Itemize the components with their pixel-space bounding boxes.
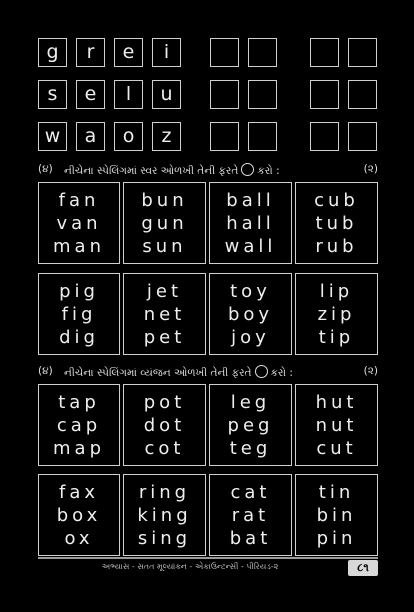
section1-instruction (64, 163, 280, 178)
word[interactable]: hall (226, 213, 275, 234)
word[interactable]: teg (229, 438, 272, 459)
word[interactable]: dot (143, 415, 186, 436)
word-box (209, 273, 292, 355)
section2-marks: (૨) (363, 365, 378, 377)
page-number: ૮૧ (348, 560, 378, 576)
word[interactable]: lip (319, 281, 354, 302)
word[interactable]: ring (138, 482, 191, 503)
section2-instruction (64, 365, 293, 380)
word[interactable]: pin (316, 528, 357, 549)
word-box (38, 273, 120, 355)
section2-instruction-text: નીચેના સ્પેલિંગમાં વ્યંજન ઓળખી તેની ફરતે (64, 367, 252, 379)
word[interactable]: bin (316, 505, 357, 526)
word[interactable]: tip (318, 327, 355, 348)
word[interactable]: bun (141, 190, 188, 211)
word-box (38, 182, 120, 264)
word[interactable]: pig (59, 281, 99, 302)
word[interactable]: rat (231, 505, 270, 526)
footer-divider (38, 557, 378, 559)
word[interactable]: ball (226, 190, 275, 211)
word[interactable]: van (56, 213, 102, 234)
word[interactable]: toy (230, 281, 271, 302)
letter-cell: s (38, 80, 67, 109)
answer-box[interactable] (310, 80, 339, 109)
word[interactable]: wall (224, 236, 277, 257)
section1-number: (૪) (38, 163, 53, 175)
letter-cell: z (152, 122, 181, 151)
letter-cell: r (76, 38, 105, 67)
answer-box[interactable] (248, 80, 277, 109)
word[interactable]: fax (58, 482, 100, 503)
word[interactable]: cub (314, 190, 359, 211)
word[interactable]: cot (144, 438, 185, 459)
word[interactable]: rub (315, 236, 358, 257)
word-box (38, 474, 120, 556)
word[interactable]: fan (58, 190, 100, 211)
word[interactable]: box (56, 505, 102, 526)
word[interactable]: net (143, 304, 186, 325)
letter-cell: l (114, 80, 143, 109)
word[interactable]: pet (143, 327, 186, 348)
letter-cell: g (38, 38, 67, 67)
word[interactable]: leg (230, 392, 271, 413)
answer-box[interactable] (210, 122, 239, 151)
answer-box[interactable] (210, 80, 239, 109)
section1-heading (38, 160, 378, 180)
word[interactable]: sing (137, 528, 192, 549)
letter-cell: u (152, 80, 181, 109)
word-box (123, 273, 206, 355)
answer-box[interactable] (348, 38, 377, 67)
word[interactable]: hut (315, 392, 358, 413)
letter-cell: i (152, 38, 181, 67)
section1-instruction-text: નીચેના સ્પેલિંગમાં સ્વર ઓળખી તેની ફરતે (64, 165, 239, 177)
word[interactable]: tap (58, 392, 100, 413)
section2-number: (૪) (38, 365, 53, 377)
word[interactable]: cat (230, 482, 271, 503)
answer-box[interactable] (310, 122, 339, 151)
letter-cell: a (76, 122, 105, 151)
word[interactable]: cut (316, 438, 357, 459)
word[interactable]: boy (227, 304, 274, 325)
word-box (295, 384, 378, 466)
answer-box[interactable] (248, 38, 277, 67)
word[interactable]: zip (317, 304, 356, 325)
letter-cell: e (114, 38, 143, 67)
word[interactable]: pot (143, 392, 186, 413)
word-box (38, 384, 120, 466)
word-box (209, 474, 292, 556)
word-box (123, 384, 206, 466)
answer-box[interactable] (248, 122, 277, 151)
circle-icon (255, 365, 268, 378)
word[interactable]: ox (64, 528, 94, 549)
word[interactable]: king (137, 505, 192, 526)
answer-box[interactable] (310, 38, 339, 67)
word[interactable]: man (53, 236, 105, 257)
word-box (295, 474, 378, 556)
answer-box[interactable] (210, 38, 239, 67)
section1-marks: (૨) (363, 163, 378, 175)
word-box (295, 273, 378, 355)
word-box (295, 182, 378, 264)
word-box (123, 182, 206, 264)
word[interactable]: tin (318, 482, 355, 503)
word[interactable]: tub (315, 213, 358, 234)
word-box (209, 182, 292, 264)
section1-instruction-end: કરો : (257, 165, 280, 177)
word[interactable]: map (53, 438, 105, 459)
section2-heading (38, 362, 378, 382)
word[interactable]: bat (229, 528, 272, 549)
word[interactable]: peg (227, 415, 274, 436)
letter-cell: o (114, 122, 143, 151)
answer-box[interactable] (348, 80, 377, 109)
word[interactable]: sun (142, 236, 187, 257)
word[interactable]: nut (315, 415, 358, 436)
word[interactable]: dig (59, 327, 99, 348)
word[interactable]: joy (231, 327, 270, 348)
word-box (123, 474, 206, 556)
word[interactable]: jet (146, 281, 183, 302)
section2-instruction-end: કરો : (270, 367, 293, 379)
word[interactable]: gun (141, 213, 188, 234)
letter-cell: w (38, 122, 67, 151)
word[interactable]: cap (56, 415, 102, 436)
answer-box[interactable] (348, 122, 377, 151)
circle-icon (241, 163, 254, 176)
letter-cell: e (76, 80, 105, 109)
word-box (209, 384, 292, 466)
word[interactable]: fig (61, 304, 97, 325)
footer-text: અભ્યાસ - સતત મૂલ્યાંકન - એકાઉન્ટન્સી - પીરિયડ-૨ (101, 562, 279, 571)
